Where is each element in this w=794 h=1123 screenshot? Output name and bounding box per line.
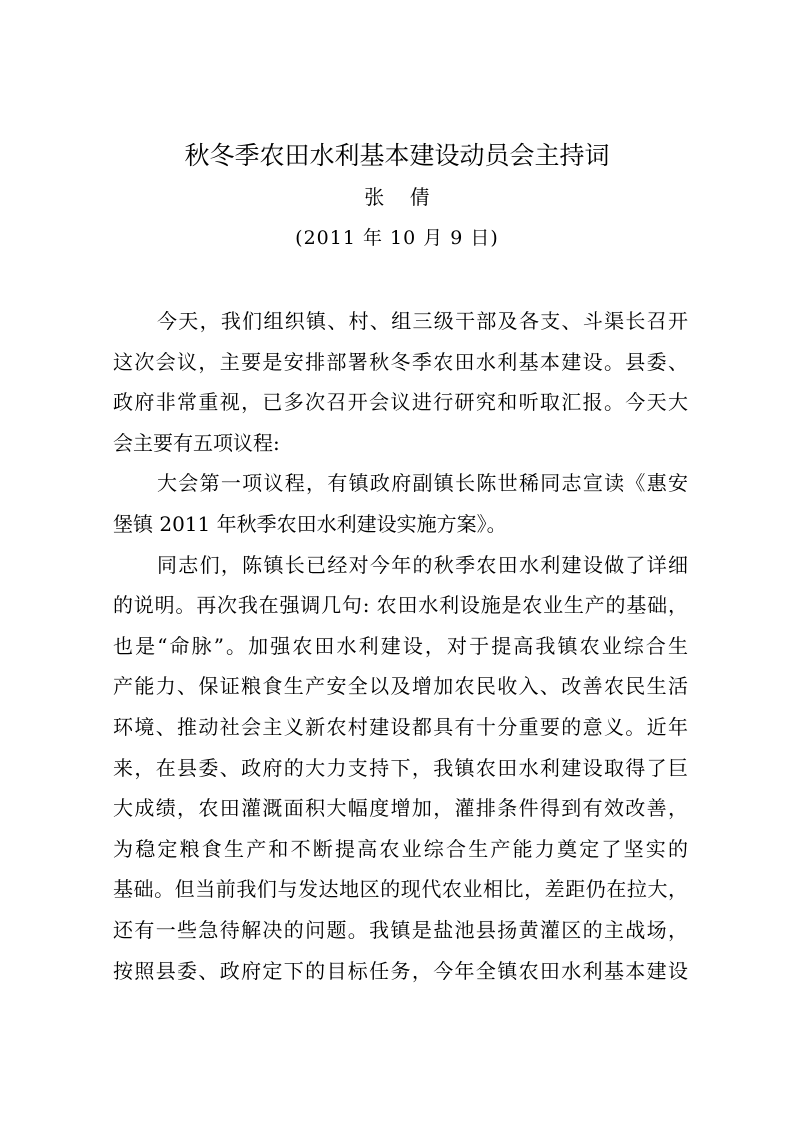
paragraph-line: 的说明。再次我在强调几句: 农田水利设施是农业生产的基础， <box>113 593 688 618</box>
paragraph-line: 环境、推动社会主义新农村建设都具有十分重要的意义。近年 <box>113 714 688 739</box>
paragraph-line: 大会第一项议程，有镇政府副镇长陈世稀同志宣读《惠安 <box>157 471 688 496</box>
paragraph-line: 来，在县委、政府的大力支持下，我镇农田水利建设取得了巨 <box>113 755 688 780</box>
paragraph-line: 大成绩，农田灌溉面积大幅度增加，灌排条件得到有效改善， <box>113 796 688 821</box>
paragraph-line: 今天，我们组织镇、村、组三级干部及各支、斗渠长召开 <box>157 309 688 333</box>
paragraph-line: 堡镇 2011 年秋季农田水利建设实施方案》。 <box>113 511 507 536</box>
document-body <box>113 301 688 991</box>
paragraph-line: 还有一些急待解决的问题。我镇是盐池县扬黄灌区的主战场， <box>113 917 688 942</box>
document-date: (2011 年 10 月 9 日) <box>295 227 499 249</box>
document-title: 秋冬季农田水利基本建设动员会主持词 <box>184 141 610 170</box>
paragraph-line: 这次会议，主要是安排部署秋冬季农田水利基本建设。县委、 <box>113 349 688 374</box>
paragraph-line: 会主要有五项议程: <box>113 430 280 455</box>
paragraph-line: 也是“命脉”。加强农田水利建设，对于提高我镇农业综合生 <box>113 633 688 658</box>
paragraph-line: 为稳定粮食生产和不断提高农业综合生产能力奠定了坚实的 <box>113 836 688 861</box>
paragraph-line: 政府非常重视，已多次召开会议进行研究和听取汇报。今天大 <box>113 390 688 415</box>
paragraph-line: 按照县委、政府定下的目标任务，今年全镇农田水利基本建设 <box>113 958 688 983</box>
document-author: 张 倩 <box>364 185 430 209</box>
paragraph-line: 产能力、保证粮食生产安全以及增加农民收入、改善农民生活 <box>113 674 688 699</box>
paragraph-line: 同志们，陈镇长已经对今年的秋季农田水利建设做了详细 <box>157 552 688 577</box>
paragraph-line: 基础。但当前我们与发达地区的现代农业相比，差距仍在拉大， <box>113 877 688 902</box>
